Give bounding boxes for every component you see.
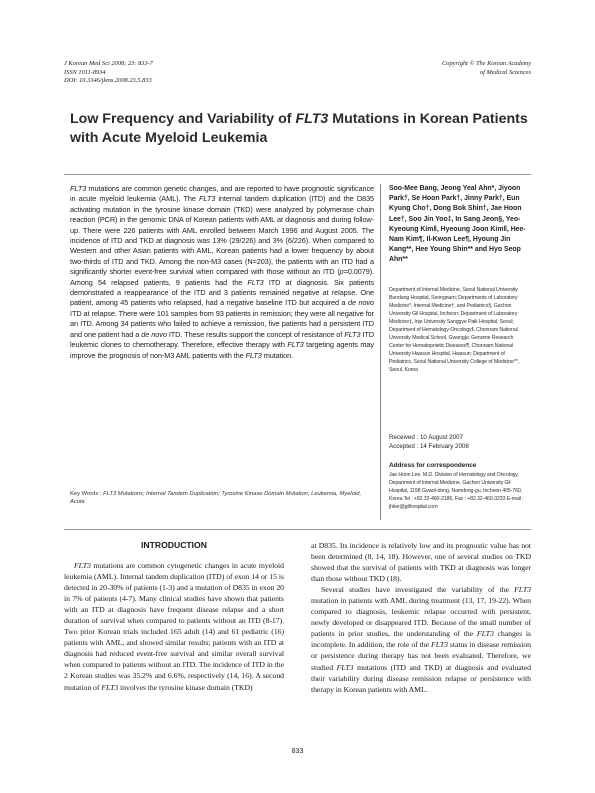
intro-paragraph-1: FLT3 mutations are common cytogenetic changes in acute myeloid leukemia (AML). Internal tandem duplication (ITD) of exon 14 or 15 is detected in 20-30% of patients (1-3) and a mutation of D835 in exon 20 in 7% of patients (4-7). Many clinical studies have shown that patients with an ITD at diagnosis have frequent disease relapse and a short duration of survival when compared to patients without an ITD (8-17). Two prior Korean trials included 165 adult (14) and 61 pediatric (16) patients with AML, and showed similar results; patients with an ITD at diagnosis had reduced event-free survival and similar overall survival when compared to patients without an ITD. The incidence of ITD in the 2 Korean studies was 35.2% and 6.6%, respectively (14, 16). A second mutation of FLT3 involves the tyrosine kinase domain (TKD) xyxy=(64,561,284,692)
column-divider xyxy=(380,184,381,520)
journal-doi: DOI: 10.3346/jkms.2008.23.5.833 xyxy=(64,77,152,85)
introduction-heading: INTRODUCTION xyxy=(141,540,207,550)
accepted-date: Accepted : 14 February 2008 xyxy=(389,442,469,450)
key-words: Key Words : FLT3 Mutations; Internal Tandem Duplication; Tyrosine Kinase Domain Mutation; Leukemia, Myeloid, Acute xyxy=(70,491,362,506)
copyright-header xyxy=(442,60,531,77)
abstract: FLT3 mutations are common genetic changes, and are reported to have prognostic significance in acute myeloid leukemia (AML). The FLT3 internal tandem duplication (ITD) and the D835 activating mutation in the tyrosine kinase domain (TKD) were analyzed by polymerase chain reaction (PCR) in the genomic DNA of Korean patients with AML at diagnosis and during follow-up. There were 226 patients with AML enrolled between March 1996 and August 2005. The incidence of ITD and TKD at diagnosis was 13% (29/226) and 3% (6/226). When compared to Western and other Asian patients with AML, Korean patients had a lower frequency by about two-thirds of ITD and TKD. Among the non-M3 cases (N=203), the patients with an ITD had a significantly shorter event-free survival when compared with those without an ITD (p=0.0079). Among 54 relapsed patients, 9 patients had the FLT3 ITD at diagnosis. Six patients demonstrated a reappearance of the ITD and 3 patients remained negative at relapse. One patient, among 45 patients who relapsed, had a negative baseline ITD but acquired a de novo ITD at relapse. There were 101 samples from 93 patients in remission; they were all negative for an ITD. Among 34 patients who failed to achieve a remission, five patients had a persistent ITD and one patient had a de novo ITD. These results support the concept of resistance of FLT3 ITD leukemic clones to chemotherapy. Therefore, effective therapy with FLT3 targeting agents may improve the prognosis of non-M3 AML patients with the FLT3 mutation. xyxy=(70,184,374,360)
body-column-left xyxy=(64,560,284,693)
journal-header xyxy=(64,60,153,86)
intro-paragraph-1-continued: at D835. Its incidence is relatively low and its prognostic value has not been determined (8, 14, 18). However, one of several studies on TKD showed that the survival of patients with TKD at diagnosis was longer than those without TKD (18). xyxy=(311,541,531,584)
journal-issn: ISSN 1011-8934 xyxy=(64,68,106,76)
correspondence-heading: Address for correspondence xyxy=(389,462,477,469)
received-date: Received : 10 August 2007 xyxy=(389,434,463,441)
page-number: 833 xyxy=(291,748,304,755)
article-title: Low Frequency and Variability of FLT3 Mutations in Korean Patients with Acute Myeloid Leukemia xyxy=(70,111,528,146)
correspondence-address: Jae Hoon Lee, M.D. Division of Hematology and Oncology, Department of Internal Medicine, Gachon University Gil Hospital, 1198 Guwol-dong, Namdong-gu, Incheon 405-760, Korea Tel : +82.32-460-2186, Fax : +82.32-460-3233 E-mail : jhlee@gilhospital.com xyxy=(389,472,524,510)
body-column-right xyxy=(311,540,531,695)
journal-citation: J Korean Med Sci 2008; 23: 833-7 xyxy=(64,60,153,67)
copyright-line-2: of Medical Sciences xyxy=(479,68,531,76)
intro-paragraph-2: Several studies have investigated the variability of the FLT3 mutation in patients with AML during treatment (13, 17, 19-22). When compared to diagnosis, leukemic relapse occurred with persistent, newly developed or disappeared ITD. Because of the small number of patients in prior studies, the understanding of the FLT3 changes is incomplete. In addition, the role of the FLT3 status in disease remission or persistence during therapy has not been evaluated. Therefore, we studied FLT3 mutations (ITD and TKD) at diagnosis and evaluated their variability during disease remission relapse or persistence with therapy in Korean patients with AML. xyxy=(311,585,531,694)
article-dates xyxy=(389,434,529,451)
copyright-line-1: Copyright © The Korean Academy xyxy=(442,60,531,67)
affiliations: Department of Internal Medicine, Seoul National University Bundang Hospital, Seongnam; Departments of Laboratory Medicine*, Internal Medicine†, and Pediatrics§, Gachon University Gil Hospital, Incheon; Department of Laboratory Medicine‡, Inje University Sanggye Paik Hospital, Seoul; Department of Hematology-Oncology‖, Chonnam National University Medical School, Gwangju; Genome Research Center for Hematopoietic Diseases¶, Chonnam National University Hwasun Hospital, Hwasun; Department of Pediatrics, Seoul National University College of Medicine**, Seoul, Korea xyxy=(389,287,519,373)
author-list: Soo-Mee Bang, Jeong Yeal Ahn*, Jiyoon Park†, Se Hoon Park†, Jinny Park†, Eun Kyung Cho†, Dong Bok Shin†, Jae Hoon Lee†, Soo Jin Yoo‡, In Sang Jeon§, Yeo-Kyeoung Kim‖, Hyeoung Joon Kim‖, Hee-Nam Kim¶, Il-Kwon Lee¶, Hyoung Jin Kang**, Hee Young Shin** and Hyo Seop Ahn** xyxy=(389,185,526,264)
